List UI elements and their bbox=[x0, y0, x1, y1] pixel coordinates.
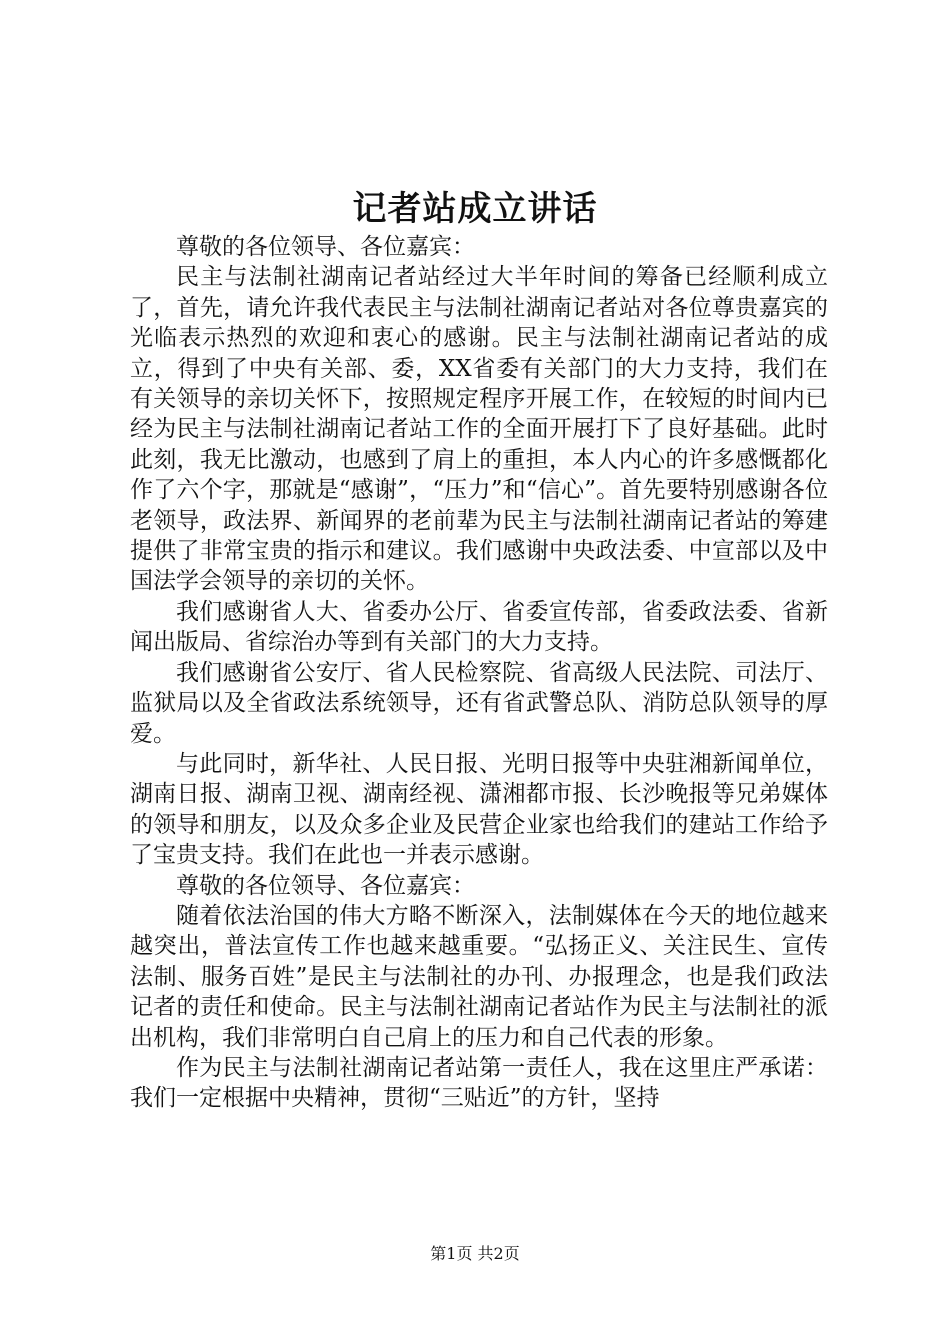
paragraph-greeting-2: 尊敬的各位领导、各位嘉宾： bbox=[176, 872, 475, 899]
page-number-footer: 第1页 共2页 bbox=[430, 1244, 520, 1263]
document-title: 记者站成立讲话 bbox=[352, 189, 598, 229]
paragraph-thanks-provincial: 我们感谢省人大、省委办公厅、省委宣传部，省委政法委、省新闻出版局、省综治办等到有关部门的大力支持。 bbox=[130, 598, 828, 656]
document-body bbox=[130, 232, 828, 1114]
paragraph-greeting-1: 尊敬的各位领导、各位嘉宾： bbox=[176, 234, 475, 260]
paragraph-mission: 随着依法治国的伟大方略不断深入，法制媒体在今天的地位越来越突出，普法宣传工作也越来越重要。“弘扬正义、关注民生、宣传法制、服务百姓”是民主与法制社的办刊、办报理念，也是我们政法记者的责任和使命。民主与法制社湖南记者站作为民主与法制社的派出机构，我们非常明白自己肩上的压力和自己代表的形象。 bbox=[130, 902, 828, 1051]
paragraph-establishment: 民主与法制社湖南记者站经过大半年时间的筹备已经顺利成立了，首先，请允许我代表民主与法制社湖南记者站对各位尊贵嘉宾的光临表示热烈的欢迎和衷心的感谢。民主与法制社湖南记者站的成立，得到了中央有关部、委，XX省委有关部门的大力支持，我们在有关领导的亲切关怀下，按照规定程序开展工作，在较短的时间内已经为民主与法制社湖南记者站工作的全面开展打下了良好基础。此时此刻，我无比激动，也感到了肩上的重担，本人内心的许多感慨都化作了六个字，那就是“感谢”，“压力”和“信心”。首先要特别感谢各位老领导，政法界、新闻界的老前辈为民主与法制社湖南记者站的筹建提供了非常宝贵的指示和建议。我们感谢中央政法委、中宣部以及中国法学会领导的亲切的关怀。 bbox=[130, 264, 828, 595]
paragraph-thanks-legal: 我们感谢省公安厅、省人民检察院、省高级人民法院、司法厅、监狱局以及全省政法系统领导，还有省武警总队、消防总队领导的厚爱。 bbox=[130, 659, 828, 747]
paragraph-commitment: 作为民主与法制社湖南记者站第一责任人，我在这里庄严承诺：我们一定根据中央精神，贯彻“三贴近”的方针，坚持 bbox=[130, 1054, 828, 1112]
paragraph-thanks-media: 与此同时，新华社、人民日报、光明日报等中央驻湘新闻单位，湖南日报、湖南卫视、湖南经视、潇湘都市报、长沙晚报等兄弟媒体的领导和朋友，以及众多企业及民营企业家也给我们的建站工作给予了宝贵支持。我们在此也一并表示感谢。 bbox=[130, 750, 828, 869]
